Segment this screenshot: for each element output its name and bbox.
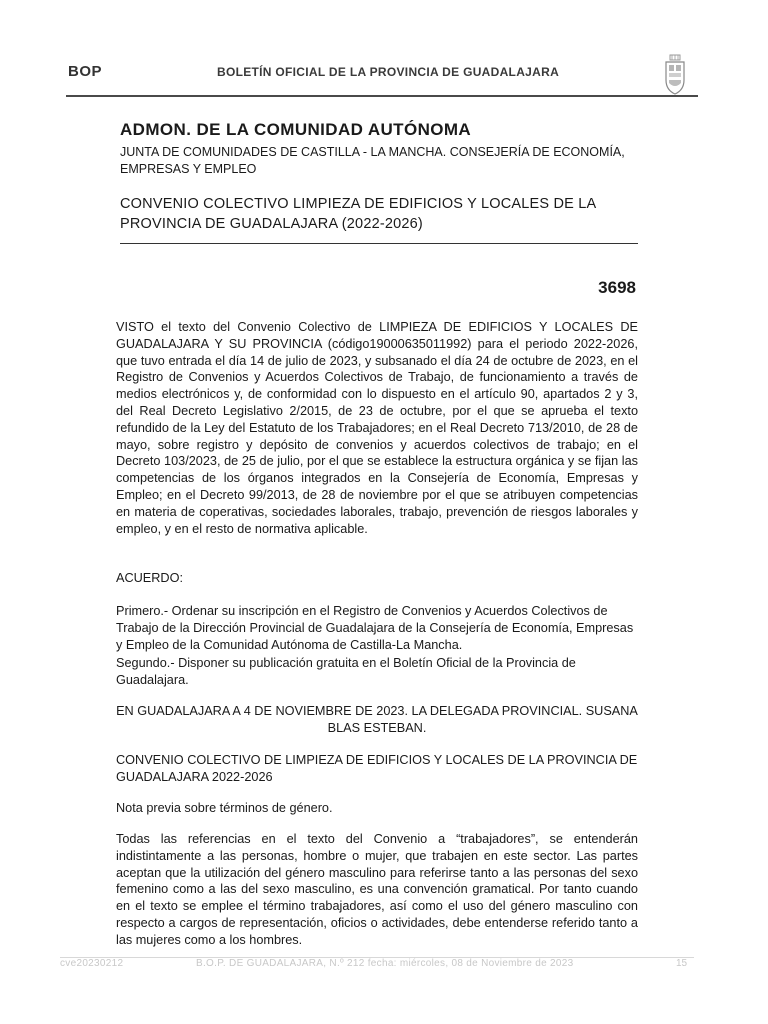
convenio-heading: CONVENIO COLECTIVO DE LIMPIEZA DE EDIFICIOS Y LOCALES DE LA PROVINCIA DE GUADALAJARA 2022-2026	[116, 753, 638, 784]
footer-page-number: 15	[676, 958, 688, 969]
bop-label: BOP	[68, 63, 103, 80]
visto-paragraph: VISTO el texto del Convenio Colectivo de LIMPIEZA DE EDIFICIOS Y LOCALES DE GUADALAJARA Y SU PROVINCIA (código19000635011992) para el periodo 2022-2026, que tuvo entrada el día 14 de julio de 2023, y subsanado el día 24 de octubre de 2023, en el Registro de Convenios y Acuerdos Colectivos de Trabajo, de funcionamiento a través de medios electrónicos y, de conformidad con lo dispuesto en el artículo 90, apartados 2 y 3, del Real Decreto Legislativo 2/2015, de 23 de octubre, por el que se aprueba el texto refundido de la Ley del Estatuto de los Trabajadores; en el Real Decreto 713/2010, de 28 de mayo, sobre registro y depósito de convenios y acuerdos colectivos de trabajo; en el Decreto 103/2023, de 25 de julio, por el que se establece la estructura orgánica y se fijan las competencias de los órganos integrados en la Consejería de Economía, Empresas y Empleo; en el Decreto 99/2013, de 28 de noviembre por el que se atribuyen competencias en materia de coperativas, sociedades laborales, trabajo, prevención de riesgos laborales y empleo, y en el resto de normativa aplicable.	[116, 320, 638, 536]
acuerdo-heading: ACUERDO:	[116, 571, 183, 585]
nota-previa: Nota previa sobre términos de género.	[116, 801, 333, 815]
footer-cve-code: cve20230212	[60, 958, 124, 969]
footer-bulletin-info: B.O.P. DE GUADALAJARA, N.º 212 fecha: miércoles, 08 de Noviembre de 2023	[196, 958, 574, 969]
coat-of-arms-icon	[662, 54, 688, 96]
genero-paragraph: Todas las referencias en el texto del Convenio a “trabajadores”, se entenderán indistintamente a las personas, hombre o mujer, que trabajen en este sector. Las partes aceptan que la utilización del género masculino para referirse tanto a las personas del sexo femenino como a las del sexo masculino, es una convención gramatical. Por tanto cuando en el texto se emplee el término trabajadores, así como el uso del género masculino con respecto a cargos de representación, oficios o actividades, debe entenderse referido tanto a las mujeres como a los hombres.	[116, 832, 638, 947]
primero-paragraph: Primero.- Ordenar su inscripción en el Registro de Convenios y Acuerdos Colectivos de Trabajo de la Dirección Provincial de Guadalajara de la Consejería de Economía, Empresas y Empleo de la Comunidad Autónoma de Castilla-La Mancha.	[116, 604, 634, 652]
convenio-title: CONVENIO COLECTIVO LIMPIEZA DE EDIFICIOS Y LOCALES DE LA PROVINCIA DE GUADALAJARA (2022-2026)	[120, 196, 596, 232]
signature-line-1: EN GUADALAJARA A 4 DE NOVIEMBRE DE 2023. LA DELEGADA PROVINCIAL. SUSANA	[116, 704, 638, 718]
segundo-paragraph: Segundo.- Disponer su publicación gratuita en el Boletín Oficial de la Provincia de Guadalajara.	[116, 656, 576, 687]
bulletin-title: BOLETÍN OFICIAL DE LA PROVINCIA DE GUADALAJARA	[217, 65, 560, 79]
announcement-number: 3698	[598, 278, 636, 297]
signature-line-2: BLAS ESTEBAN.	[327, 721, 427, 735]
header-divider	[66, 95, 698, 97]
section-divider	[120, 243, 638, 244]
section-title: ADMON. DE LA COMUNIDAD AUTÓNOMA	[120, 120, 472, 139]
section-subtitle: JUNTA DE COMUNIDADES DE CASTILLA - LA MANCHA. CONSEJERÍA DE ECONOMÍA, EMPRESAS Y EMPLEO	[120, 145, 625, 176]
